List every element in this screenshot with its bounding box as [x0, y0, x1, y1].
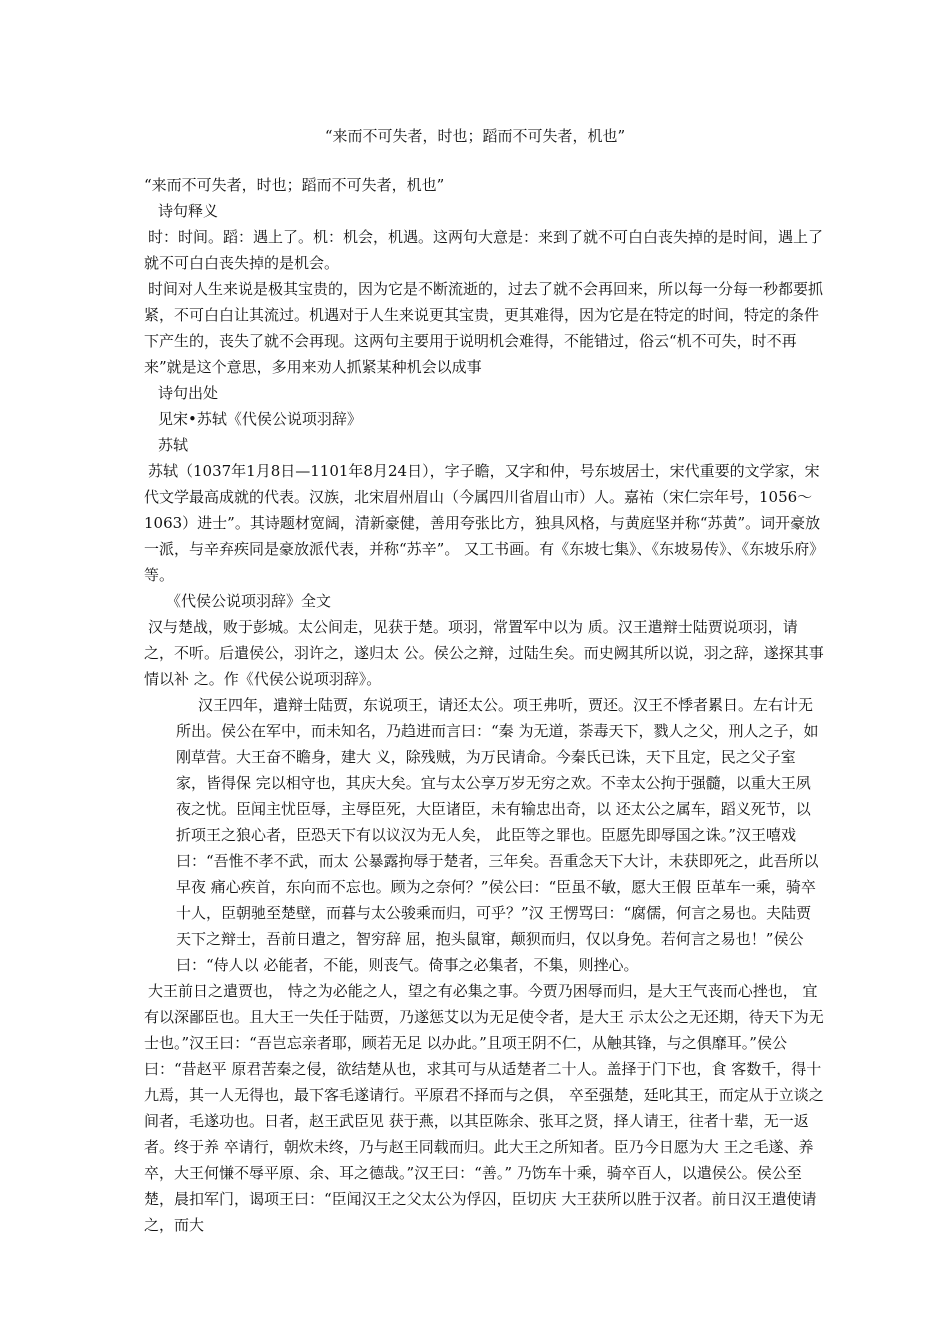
paragraph-author-bio: 苏轼（1037年1月8日—1101年8月24日），字子瞻，又字和仲，号东坡居士，宋代重要的文学家，宋代文学最高成就的代表。汉族，北宋眉州眉山（今属四川省眉山市）人。嘉祐（宋仁宗年号，1056～1063）进士”。其诗题材宽阔，清新豪健，善用夸张比方，独具风格，与黄庭坚并称“苏黄”。词开豪放一派，与辛弃疾同是豪放派代表，并称“苏辛”。 又工书画。有《东坡七集》、《东坡易传》、《东坡乐府》等。 [144, 462, 821, 584]
paragraph-meaning: 时：时间。蹈：遇上了。机：机会，机遇。这两句大意是：来到了就不可白白丧失掉的是时间，遇上了就不可白白丧失掉的是机会。 [144, 228, 824, 272]
paragraph-text-2: 大王前日之遣贾也， 恃之为必能之人，望之有必集之事。今贾乃困辱而归，是大王气丧而心挫也， 宜有以深鄙臣也。且大王一失任于陆贾，乃遂惩艾以为无足使令者，是大王 示太公之无还期，待天下为无士也。”汉王曰：“吾岂忘亲者耶，顾若无足 以办此。”且项王阴不仁，从触其锋，与之俱靡耳。”侯公曰：“昔赵平 原君苦秦之侵，欲结楚从也，求其可与从适楚者二十人。盖择于门下也，食 客数千，得十九焉，其一人无得也，最下客毛遂请行。平原君不择而与之俱， 卒至强楚，廷叱其王，而定从于立谈之间者，毛遂功也。日者，赵王武臣见 获于燕，以其臣陈余、张耳之贤，择人请王，往者十辈，无一返者。终于养 卒请行，朝炊未终，乃与赵王同载而归。此大王之所知者。臣乃今日愿为大 王之毛遂、养卒，大王何慊不辱平原、余、耳之德哉。”汉王曰：“善。” 乃饬车十乘，骑卒百人，以遣侯公。侯公至楚，晨扣军门，谒项王曰：“臣闻汉王之父太公为俘囚，臣切庆 大王获所以胜于汉者。前日汉王遣使请之，而大 [144, 982, 824, 1234]
paragraph-explanation: 时间对人生来说是极其宝贵的，因为它是不断流逝的，过去了就不会再回来，所以每一分每一秒都要抓紧，不可白白让其流过。机遇对于人生来说更其宝贵，更其难得，因为它是在特定的时间，特定的条件下产生的，丧失了就不会再现。这两句主要用于说明机会难得，不能错过，俗云“机不可失，时不再来”就是这个意思，多用来劝人抓紧某种机会以成事 [144, 280, 824, 376]
paragraph-preface: 汉与楚战，败于彭城。太公间走，见获于楚。项羽，常置军中以为 质。汉王遣辩士陆贾说项羽，请之，不听。后遣侯公，羽许之，遂归太 公。侯公之辩，过陆生矣。而史阙其所以说，羽之辞，遂探其事情以补 之。作《代侯公说项羽辞》。 [144, 618, 824, 688]
section-heading-source: 诗句出处 [158, 384, 219, 402]
section-heading-fulltext: 《代侯公说项羽辞》全文 [166, 592, 332, 610]
section-heading-author: 苏轼 [158, 436, 189, 454]
section-heading-meaning: 诗句释义 [158, 202, 219, 220]
document-body [144, 172, 824, 1238]
paragraph-source: 见宋•苏轼《代侯公说项羽辞》 [158, 410, 362, 428]
page-title: “来而不可失者，时也；蹈而不可失者，机也” [324, 127, 626, 145]
paragraph-text-1: 汉王四年，遣辩士陆贾，东说项王，请还太公。项王弗听，贾还。汉王不悸者累日。左右计无所出。侯公在军中，而未知名，乃趋进而言曰：“秦 为无道，荼毒天下，戮人之父，刑人之子，如刚草营。大王奋不瞻身，建大 义，除残贼，为万民请命。今秦氏已诛，天下且定，民之父子室家，皆得保 完以相守也，其庆大矣。宜与太公享万岁无穷之欢。不幸太公拘于强髓，以重大王夙夜之忧。臣闻主忧臣辱，主辱臣死，大臣诸臣，未有输忠出奇，以 还太公之属车，蹈义死节，以折项王之狼心者，臣恐天下有以议汉为无人矣， 此臣等之罪也。臣愿先即辱国之诛。”汉王嘻戏曰：“吾惟不孝不武，而太 公暴露拘辱于楚者，三年矣。吾重念天下大计，未获即死之，此吾所以早夜 痛心疾首，东向而不忘也。顾为之奈何？”侯公曰：“臣虽不敏，愿大王假 臣革车一乘，骑卒十人，臣朝驰至楚壁，而暮与太公骏乘而归，可乎？”汉 王愣骂曰：“腐儒，何言之易也。夫陆贾天下之辩士，吾前日遣之，智穷辞 屈，抱头鼠窜，颠狈而归，仅以身免。若何言之易也！”侯公曰：“侍人以 必能者，不能，则丧气。倚事之必集者，不集，则挫心。 [176, 696, 819, 974]
heading-quote: “来而不可失者，时也；蹈而不可失者，机也” [144, 176, 445, 194]
